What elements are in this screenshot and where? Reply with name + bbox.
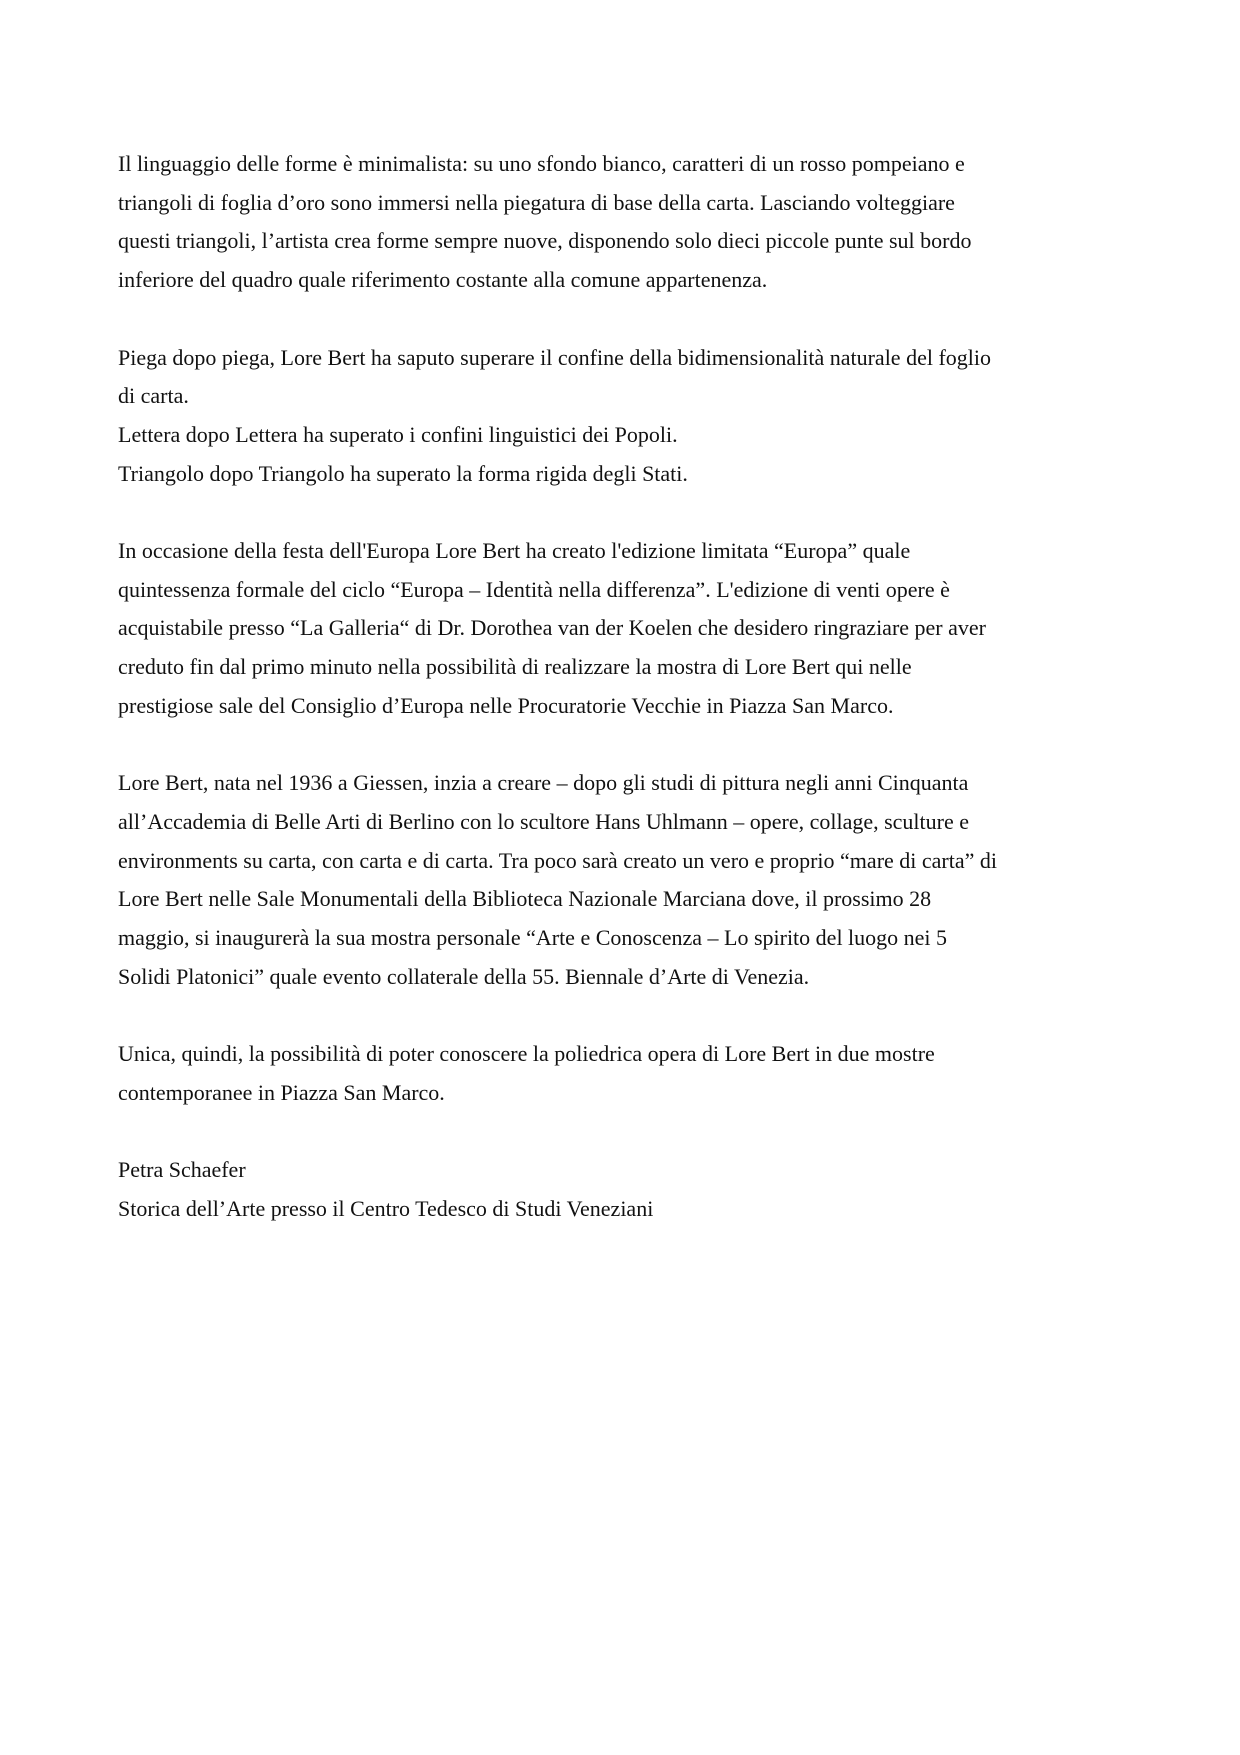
text-line: Solidi Platonici” quale evento collaterale della 55. Biennale d’Arte di Venezia. [118, 963, 810, 989]
author-name: Petra Schaefer [118, 1157, 246, 1183]
text-line: Il linguaggio delle forme è minimalista: su uno sfondo bianco, caratteri di un rosso pompeiano e [118, 151, 965, 176]
text-line: di carta. [118, 383, 189, 409]
text-line: Piega dopo piega, Lore Bert ha saputo superare il confine della bidimensionalità naturale del foglio [118, 344, 991, 370]
paragraph-closing [118, 1035, 1128, 1112]
text-line: quintessenza formale del ciclo “Europa – Identità nella differenza”. L'edizione di venti opere è [118, 576, 950, 602]
text-line: Lore Bert, nata nel 1936 a Giessen, inzia a creare – dopo gli studi di pittura negli anni Cinquanta [118, 770, 969, 796]
text-line: Lore Bert nelle Sale Monumentali della Biblioteca Nazionale Marciana dove, il prossimo 28 [118, 886, 932, 912]
paragraph-minimalist-language [118, 145, 1128, 300]
text-line: maggio, si inaugurerà la sua mostra personale “Arte e Conoscenza – Lo spirito del luogo nei 5 [118, 925, 948, 951]
text-line: creduto fin dal primo minuto nella possibilità di realizzare la mostra di Lore Bert qui nelle [118, 654, 912, 680]
text-line: In occasione della festa dell'Europa Lore Bert ha creato l'edizione limitata “Europa” quale [118, 538, 911, 563]
text-line: Lettera dopo Lettera ha superato i confini linguistici dei Popoli. [118, 421, 678, 447]
text-line: Unica, quindi, la possibilità di poter conoscere la poliedrica opera di Lore Bert in due mostre [118, 1041, 935, 1067]
paragraph-fold-by-fold [118, 339, 1128, 494]
text-line: Triangolo dopo Triangolo ha superato la forma rigida degli Stati. [118, 460, 688, 486]
text-line: prestigiose sale del Consiglio d’Europa nelle Procuratorie Vecchie in Piazza San Marco. [118, 692, 894, 718]
paragraph-artist-biography [118, 764, 1128, 996]
text-line: inferiore del quadro quale riferimento costante alla comune appartenenza. [118, 267, 768, 293]
text-line: acquistabile presso “La Galleria“ di Dr. Dorothea van der Koelen che desidero ringraziare per aver [118, 615, 986, 641]
signature-block [118, 1151, 1128, 1228]
text-line: questi triangoli, l’artista crea forme sempre nuove, disponendo solo dieci piccole punte sul bordo [118, 228, 972, 254]
paragraph-europa-edition [118, 532, 1128, 726]
author-role: Storica dell’Arte presso il Centro Tedesco di Studi Veneziani [118, 1195, 654, 1221]
text-line: all’Accademia di Belle Arti di Berlino con lo scultore Hans Uhlmann – opere, collage, sculture e [118, 808, 970, 834]
text-line: triangoli di foglia d’oro sono immersi nella piegatura di base della carta. Lasciando volteggiare [118, 189, 955, 215]
text-line: contemporanee in Piazza San Marco. [118, 1079, 445, 1105]
text-line: environments su carta, con carta e di carta. Tra poco sarà creato un vero e proprio “mare di carta” di [118, 847, 998, 873]
document-page [118, 145, 1128, 1267]
